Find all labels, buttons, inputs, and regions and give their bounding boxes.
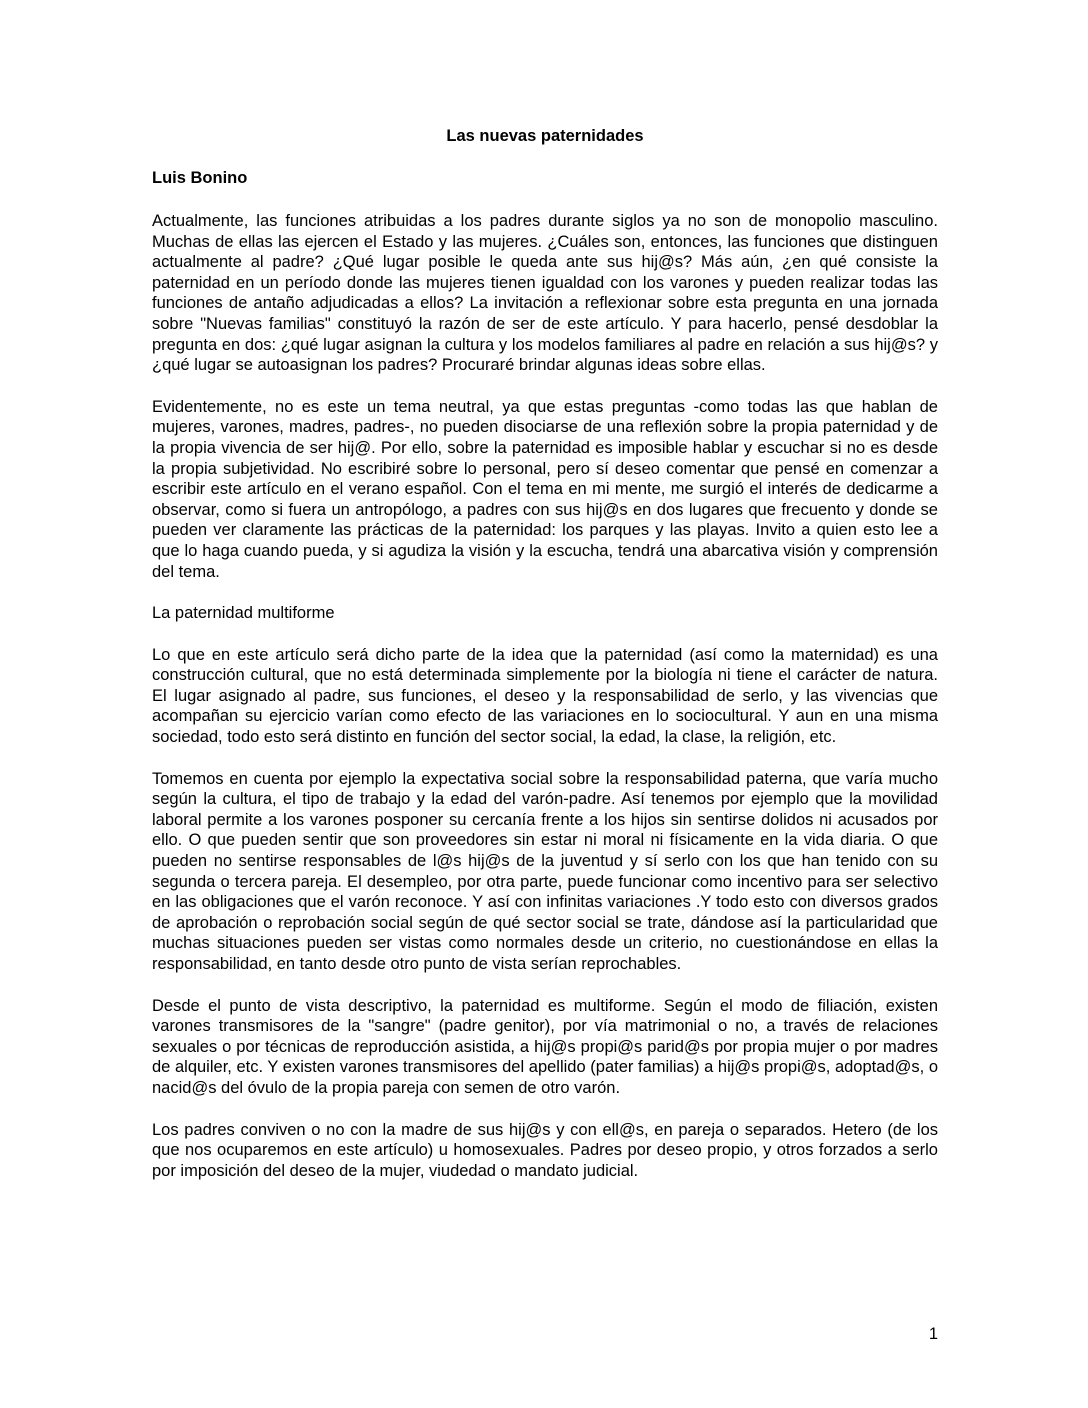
paragraph-5: Desde el punto de vista descriptivo, la paternidad es multiforme. Según el modo de filiación, existen varones transmisores de la "sangre" (padre genitor), por vía matrimonial o no, a través de relaciones sexuales o por técnicas de reproducción asistida, a hij@s propi@s parid@s por propia mujer o por madres de alquiler, etc. Y existen varones transmisores del apellido (pater familias) a hij@s propi@s, adoptad@s, o nacid@s del óvulo de la propia pareja con semen de otro varón.: [152, 996, 938, 1097]
paragraph-3: Lo que en este artículo será dicho parte de la idea que la paternidad (así como la maternidad) es una construcción cultural, que no está determinada simplemente por la biología ni tiene el carácter de natura. El lugar asignado al padre, sus funciones, el deseo y la responsabilidad de serlo, y las vivencias que acompañan su ejercicio varían como efecto de las variaciones en lo sociocultural. Y aun en una misma sociedad, todo esto será distinto en función del sector social, la edad, la clase, la religión, etc.: [152, 645, 938, 747]
document-page: [152, 124, 938, 1181]
paragraph-2: Evidentemente, no es este un tema neutral, ya que estas preguntas -como todas las que hablan de mujeres, varones, madres, padres-, no pueden disociarse de una reflexión sobre la propia paternidad y de la propia vivencia de ser hij@. Por ello, sobre la paternidad es imposible hablar y escuchar si no es desde la propia subjetividad. No escribiré sobre lo personal, pero sí deseo comentar que pensé en comenzar a escribir este artículo en el verano español. Con el tema en mi mente, me surgió el interés de dedicarme a observar, como si fuera un antropólogo, a padres con sus hij@s en dos lugares que frecuento y donde se pueden ver claramente las prácticas de la paternidad: los parques y las playas. Invito a quien esto lee a que lo haga cuando pueda, y si agudiza la visión y la escucha, tendrá una abarcativa visión y comprensión del tema.: [152, 397, 938, 581]
paragraph-6: Los padres conviven o no con la madre de sus hij@s y con ell@s, en pareja o separados. Hetero (de los que nos ocuparemos en este artículo) u homosexuales. Padres por deseo propio, y otros forzados a serlo por imposición del deseo de la mujer, viudedad o mandato judicial.: [152, 1120, 938, 1180]
page-number: 1: [928, 1325, 938, 1343]
document-author: Luis Bonino: [152, 169, 248, 187]
section-heading: La paternidad multiforme: [152, 604, 335, 623]
paragraph-1: Actualmente, las funciones atribuidas a los padres durante siglos ya no son de monopolio masculino. Muchas de ellas las ejercen el Estado y las mujeres. ¿Cuáles son, entonces, las funciones que distinguen actualmente al padre? ¿Qué lugar posible le queda ante sus hij@s? Más aún, ¿en qué consiste la paternidad en un período donde las mujeres tienen igualdad con los varones y pueden realizar todas las funciones de antaño adjudicadas a ellos? La invitación a reflexionar sobre esta pregunta en una jornada sobre "Nuevas familias" constituyó la razón de ser de este artículo. Y para hacerlo, pensé desdoblar la pregunta en dos: ¿qué lugar asignan la cultura y los modelos familiares al padre en relación a sus hij@s? y ¿qué lugar se autoasignan los padres? Procuraré brindar algunas ideas sobre ellas.: [152, 212, 938, 375]
document-title: Las nuevas paternidades: [446, 127, 644, 145]
paragraph-4: Tomemos en cuenta por ejemplo la expectativa social sobre la responsabilidad paterna, que varía mucho según la cultura, el tipo de trabajo y la edad del varón-padre. Así tenemos por ejemplo que la movilidad laboral permite a los varones posponer su cercanía frente a los hijos sin sentirse dolidos ni acusados por ello. O que pueden sentir que son proveedores sin estar ni moral ni físicamente en la vida diaria. O que pueden no sentirse responsables de l@s hij@s de la juventud y sí serlo con los que han tenido con su segunda o tercera pareja. El desempleo, por otra parte, puede funcionar como incentivo para ser selectivo en las obligaciones que el varón reconoce. Y así con infinitas variaciones .Y todo esto con diversos grados de aprobación o reprobación social según de qué sector social se trate, dándose así la particularidad que muchas situaciones pueden ser vistas como normales desde un criterio, no cuestionándose en ellas la responsabilidad, en tanto desde otro punto de vista serían reprochables.: [152, 769, 938, 973]
